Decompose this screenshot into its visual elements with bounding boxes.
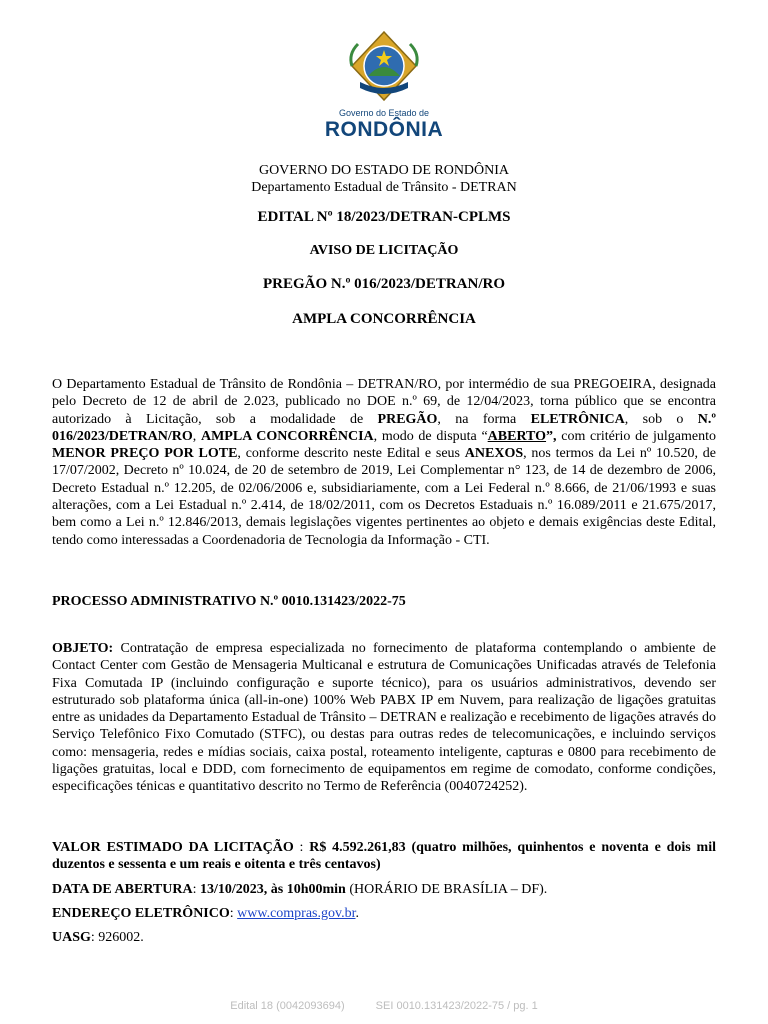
intro-paragraph: O Departamento Estadual de Trânsito de Rondônia – DETRAN/RO, por intermédio de sua PREGOEIRA, designada pelo Decreto de 12 de abril de 2.023, publicado no DOE n.º 69, de 12/04/2023, torna público que se encontra autorizado à Licitação, sob a modalidade de PREGÃO, na forma ELETRÔNICA, sob o N.º 016/2023/DETRAN/RO, AMPLA CONCORRÊNCIA, modo de disputa “ABERTO”, com critério de julgamento MENOR PREÇO POR LOTE, conforme descrito neste Edital e seus ANEXOS, nos termos da Lei nº 10.520, de 17/07/2002, Decreto nº 10.024, de 20 de setembro de 2019, Lei Complementar n° 123, de 14 de dezembro de 2006, Decreto Estadual n.º 12.205, de 02/06/2006 e, subsidiariamente, com a Lei Federal n.º 8.666, de 21/06/1993 e suas alterações, com a Lei Estadual n.º 2.414, de 18/02/2011, com os Decretos Estaduais n.º 16.089/2011 e 21.675/2017, bem como a Lei n.º 12.846/2013, demais legislações vigentes pertinentes ao objeto e demais exigências deste Edital, tendo como interessadas a Coordenadoria de Tecnologia da Informação - CTI. <box>52 377 717 548</box>
ampla-title: AMPLA CONCORRÊNCIA <box>292 311 476 327</box>
page-footer <box>0 1000 768 1012</box>
government-logo <box>0 30 768 150</box>
footer-document-id: Edital 18 (0042093694) <box>230 1000 345 1012</box>
logo-wordmark: RONDÔNIA <box>324 118 444 141</box>
state-coat-of-arms-icon <box>346 30 422 102</box>
uasg: UASG: 926002. <box>52 930 144 945</box>
data-abertura: DATA DE ABERTURA: 13/10/2023, às 10h00min (HORÁRIO DE BRASÍLIA – DF). <box>52 882 548 897</box>
header-department: Departamento Estadual de Trânsito - DETRAN <box>251 180 517 195</box>
aviso-title: AVISO DE LICITAÇÃO <box>309 243 459 258</box>
processo-number: PROCESSO ADMINISTRATIVO N.º 0010.131423/2022-75 <box>52 594 406 609</box>
pregao-title: PREGÃO N.º 016/2023/DETRAN/RO <box>262 276 506 292</box>
footer-process-page: SEI 0010.131423/2022-75 / pg. 1 <box>375 1000 538 1012</box>
header-government: GOVERNO DO ESTADO DE RONDÔNIA <box>258 163 510 178</box>
compras-gov-link[interactable]: www.compras.gov.br <box>237 906 356 921</box>
valor-estimado: VALOR ESTIMADO DA LICITAÇÃO : R$ 4.592.261,83 (quatro milhões, quinhentos e noventa e dois mil duzentos e sessenta e um reais e oitenta e três centavos) <box>52 840 716 873</box>
logo-tagline: Governo do Estado de <box>338 108 430 118</box>
edital-title: EDITAL Nº 18/2023/DETRAN-CPLMS <box>257 209 511 225</box>
objeto-label: OBJETO: <box>52 641 114 656</box>
objeto-paragraph: OBJETO: Contratação de empresa especializada no fornecimento de plataforma contemplando o ambiente de Contact Center com Gestão de Mensageria Multicanal e estrutura de Comunicações Unificadas através de Telefonia Fixa Comutada IP (incluindo configuração e suporte técnico), para os usuários administrativos, devendo ser estruturado sob plataforma única (all-in-one) 100% Web PABX IP em Nuvem, para realização de ligações gratuitas entre as unidades da Departamento Estadual de Trânsito – DETRAN e realização e recebimento de ligações através do Serviço Telefônico Fixo Comutado (STFC), ou destas para outras redes de telecomunicações, e incluindo serviços como: mensageria, redes e mídias sociais, caixa postal, roteamento inteligente, capturas e 0800 para recebimento de ligações gratuitas, local e DDD, com fornecimento de equipamentos em regime de comodato, conforme condições, especificações ténicas e quantitativo descrito no Termo de Referência (0040724252). <box>52 641 716 795</box>
endereco-eletronico: ENDEREÇO ELETRÔNICO: www.compras.gov.br. <box>52 906 359 921</box>
